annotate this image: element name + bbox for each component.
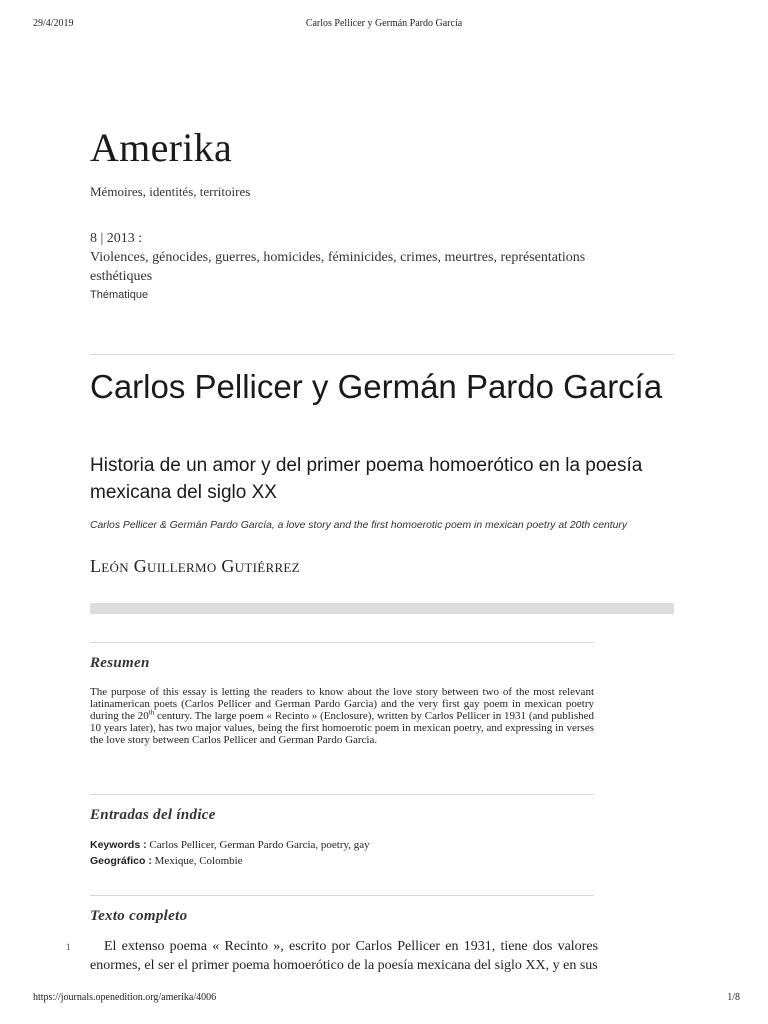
print-footer	[0, 992, 768, 1006]
paragraph-number: 1	[66, 942, 71, 952]
divider	[90, 794, 594, 795]
fulltext-heading: Texto completo	[90, 908, 188, 924]
journal-subtitle: Mémoires, identités, territoires	[90, 184, 251, 199]
article-alt-title: Carlos Pellicer & Germán Pardo García, a love story and the first homoerotic poem in mexican poetry at 20th century	[90, 520, 628, 531]
journal-name[interactable]: Amerika	[90, 125, 233, 170]
divider	[90, 895, 594, 896]
fulltext-paragraph: El extenso poema « Recinto », escrito por Carlos Pellicer en 1931, tiene dos valores enormes, el ser el primer poema homoerótico de la poesía mexicana del siglo XX, y en sus	[90, 939, 598, 973]
issue-info	[90, 229, 650, 286]
geo-line	[90, 855, 594, 867]
geo-value[interactable]: Mexique, Colombie	[154, 855, 243, 867]
article-title: Carlos Pellicer y Germán Pardo García	[90, 368, 663, 405]
keywords-line	[90, 839, 594, 851]
geo-label: Geográfico :	[90, 855, 152, 867]
print-page-number: 1/8	[727, 992, 740, 1003]
print-url: https://journals.openedition.org/amerika/4006	[33, 992, 217, 1003]
abstract-heading: Resumen	[90, 655, 150, 671]
article-author[interactable]: León Guillermo Gutiérrez	[90, 556, 300, 576]
print-header	[0, 18, 768, 32]
abstract-text: The purpose of this essay is letting the readers to know about the love story between two of the most relevant latinamerican poets (Carlos Pellicer and German Pardo Garcia) and the very first gay poem in mexican poetry during the 20th century. The large poem « Recinto » (Enclosure), written by Carlos Pellicer in 1931 (and published 10 years later), has two major values, being the first homoerotic poem in mexican poetry, and expressing in verses the love story between Carlos Pellicer and German Pardo Garcia.	[90, 686, 594, 746]
print-doc-title: Carlos Pellicer y Germán Pardo García	[305, 18, 463, 29]
divider	[90, 642, 594, 643]
keywords-value[interactable]: Carlos Pellicer, German Pardo Garcia, poetry, gay	[149, 839, 370, 851]
issue-title[interactable]: Violences, génocides, guerres, homicides, féminicides, crimes, meurtres, représentations esthétiques	[90, 250, 586, 284]
issue-number[interactable]: 8 | 2013 :	[90, 231, 143, 246]
article-subtitle: Historia de un amor y del primer poema homoerótico en la poesía mexicana del siglo XX	[90, 455, 643, 503]
divider	[90, 354, 674, 355]
index-heading: Entradas del índice	[90, 807, 216, 823]
issue-tag: Thématique	[90, 289, 149, 301]
print-date: 29/4/2019	[33, 18, 74, 29]
toolbar-bar	[90, 603, 674, 614]
keywords-label: Keywords :	[90, 839, 147, 851]
